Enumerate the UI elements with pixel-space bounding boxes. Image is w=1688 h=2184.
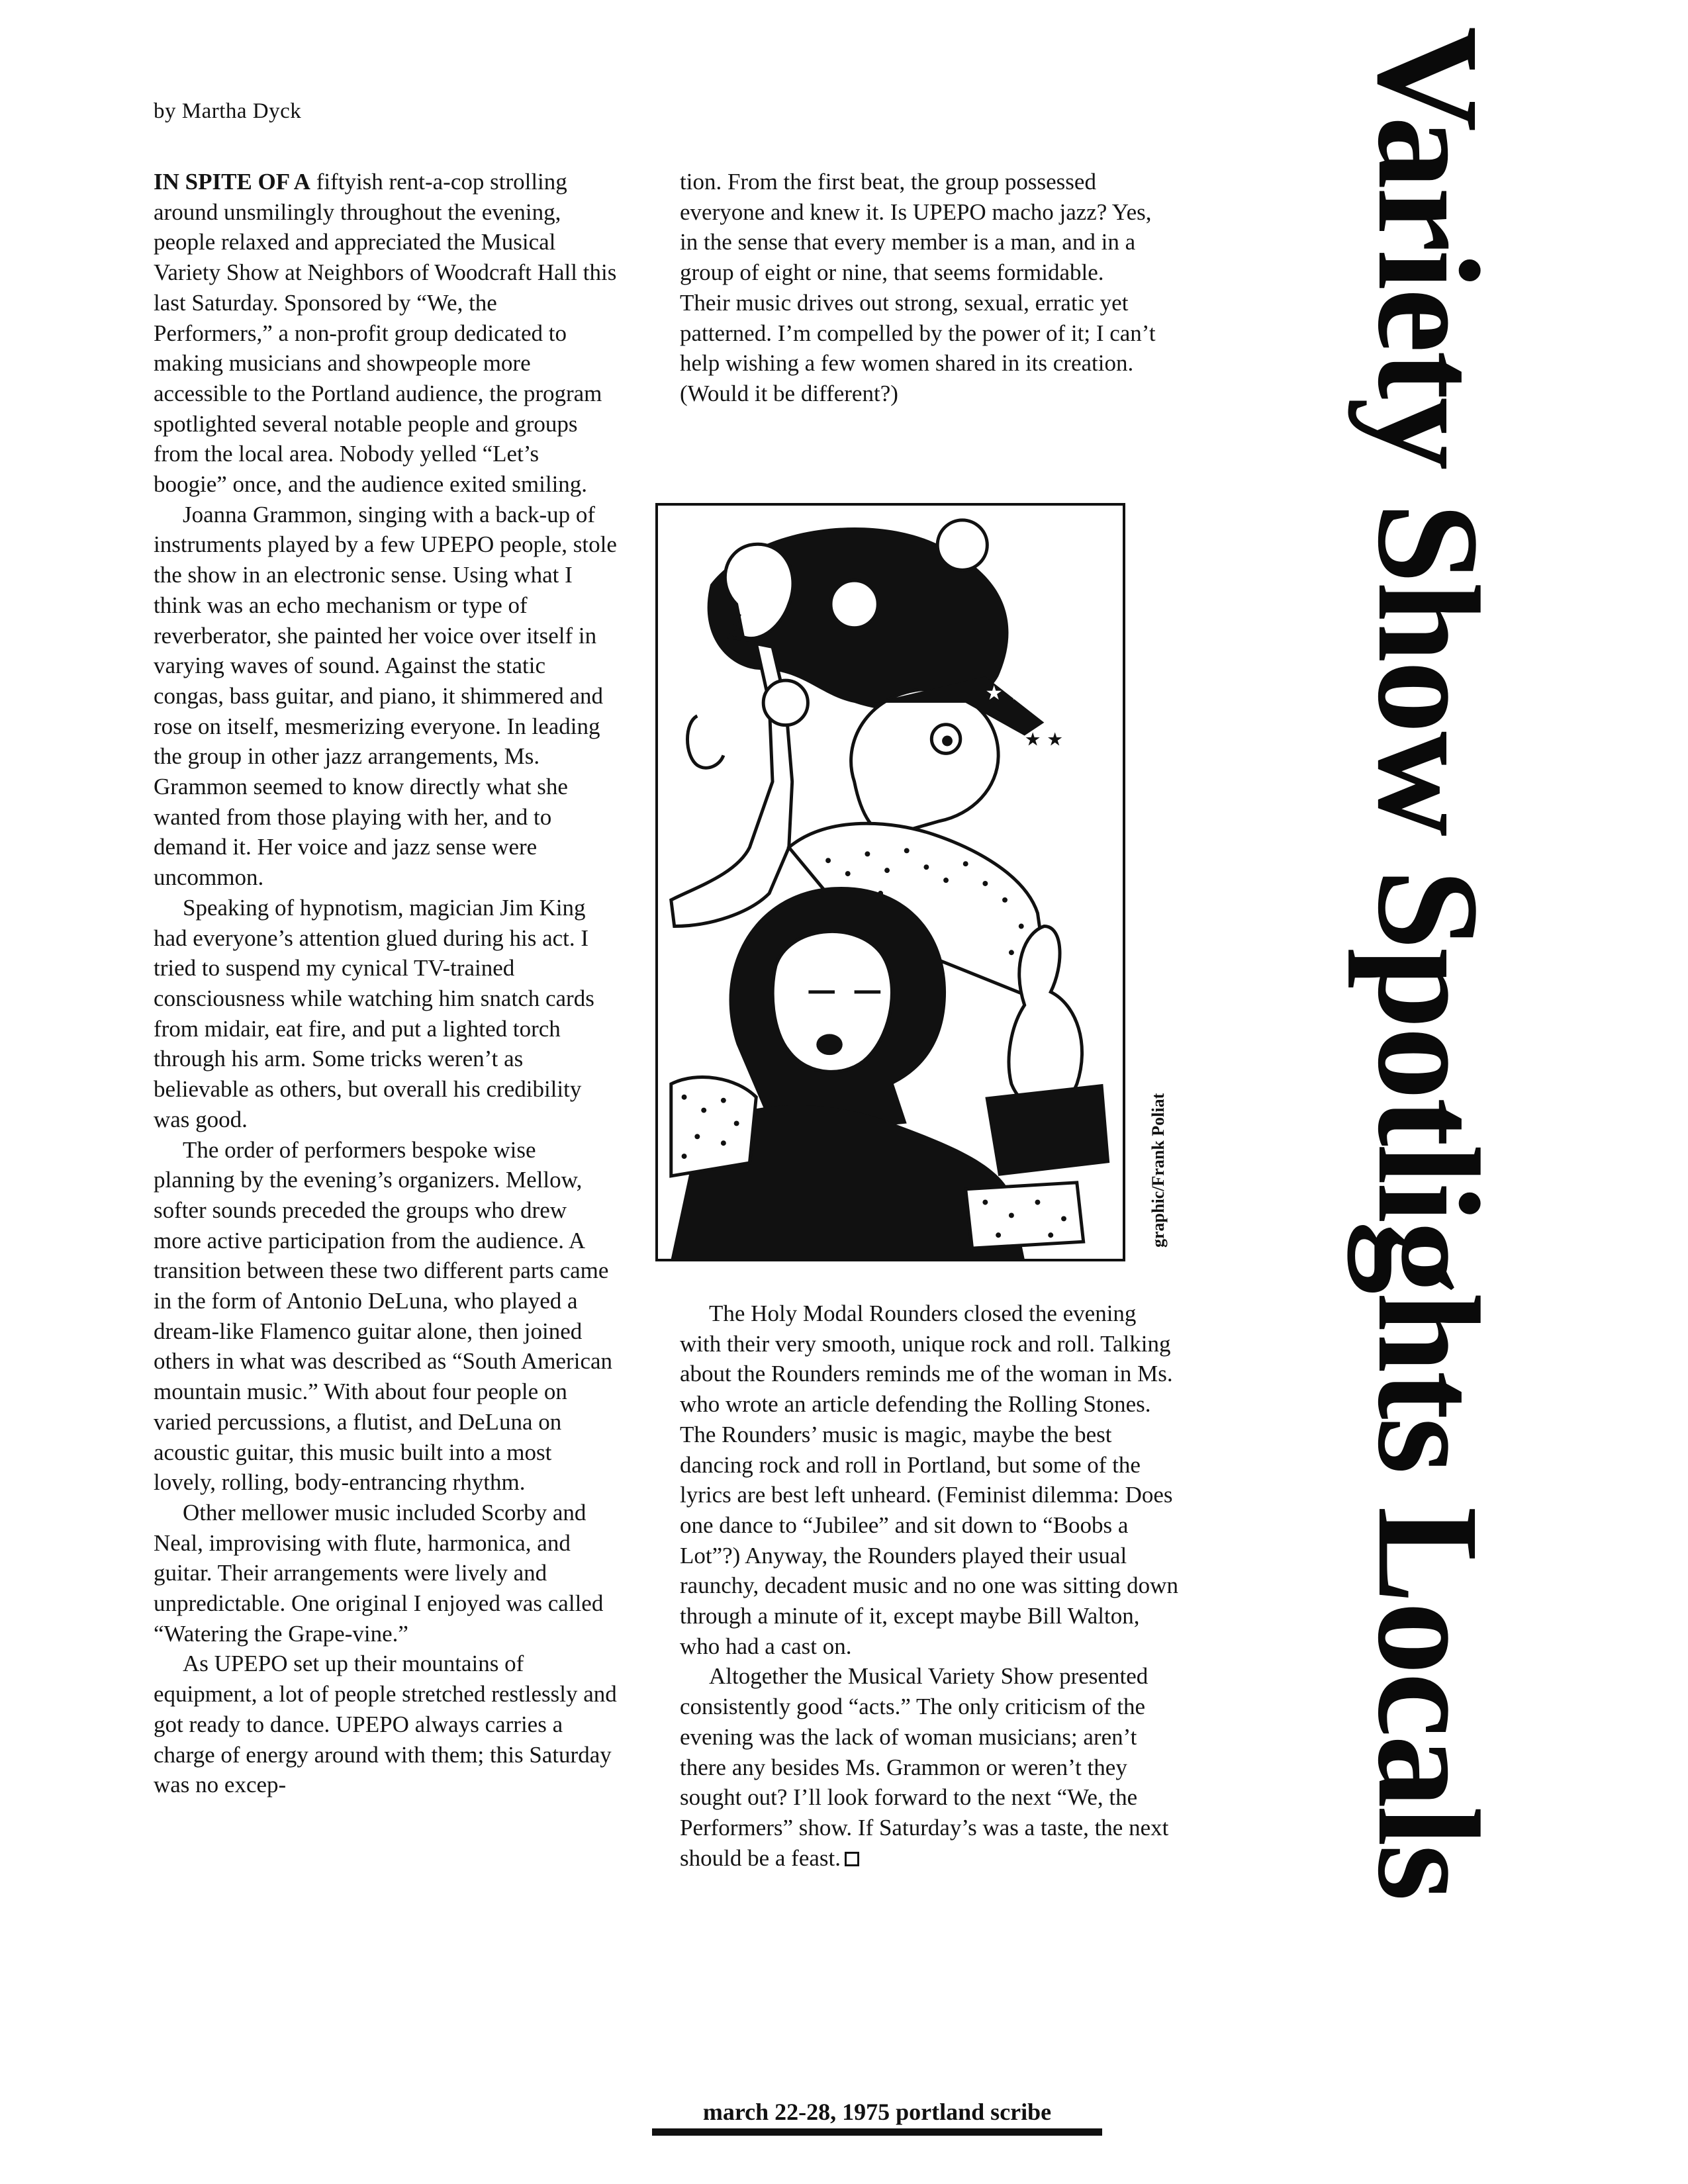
paragraph-9 [680, 1661, 1183, 1873]
paragraph-9-text: Altogether the Musical Variety Show presented consistently good “acts.” The only criticism of the evening was the lack of woman musicians; aren’t there any besides Ms. Grammon or weren’t they sought out? I’ll look forward to the next “We, the Performers” show. If Saturday’s was a taste, the next should be a feast. [680, 1663, 1169, 1871]
article-column-left [154, 167, 617, 1800]
paragraph-7: tion. From the first beat, the group possessed everyone and knew it. Is UPEPO macho jazz? Yes, in the sense that every member is a man, and in a group of eight or nine, that seems formidable. Their music drives out strong, sexual, erratic yet patterned. I’m compelled by the power of it; I can’t help wishing a few women shared in its creation. (Would it be different?) [680, 169, 1156, 406]
performers-illustration-icon [658, 506, 1123, 1259]
byline: by Martha Dyck [154, 99, 302, 123]
illustration [655, 503, 1125, 1261]
paragraph-1 [154, 167, 617, 500]
paragraph-2: Joanna Grammon, singing with a back-up of instruments played by a few UPEPO people, stole the show in an electronic sense. Using what I think was an echo mechanism or type of reverberator, she painted her voice over itself in varying waves of sound. Against the static congas, bass guitar, and piano, it shimmered and rose on itself, mesmerizing everyone. In leading the group in other jazz arrangements, Ms. Grammon seemed to know directly what she wanted from those playing with her, and to demand it. Her voice and jazz sense were uncommon. [154, 501, 617, 891]
footer-dateline: march 22-28, 1975 portland scribe [702, 2099, 1052, 2125]
lead-in: IN SPITE OF A [154, 169, 310, 195]
footer [652, 2098, 1102, 2136]
article-column-right-bottom [680, 1298, 1183, 1873]
paragraph-6: As UPEPO set up their mountains of equipment, a lot of people stretched restlessly and got ready to dance. UPEPO always carries a charge of energy around with them; this Saturday was no excep- [154, 1651, 617, 1798]
svg-text:★ ★: ★ ★ [985, 681, 1027, 705]
paragraph-5: Other mellower music included Scorby and Neal, improvising with flute, harmonica, and guitar. Their arrangements were lively and unpredictable. One original I enjoyed was called “Watering the Grape-vine.” [154, 1499, 604, 1647]
paragraph-4: The order of performers bespoke wise planning by the evening’s organizers. Mellow, softer sounds preceded the groups who drew more active participation from the audience. A transition between these two different parts came in the form of Antonio DeLuna, who played a dream-like Flamenco guitar alone, then joined others in what was described as “South American mountain music.” With about four people on varied percussions, a flutist, and DeLuna on acoustic guitar, this music built into a most lovely, rolling, body-entrancing rhythm. [154, 1136, 613, 1496]
article-column-right-top [680, 167, 1156, 409]
paragraph-8: The Holy Modal Rounders closed the evening with their very smooth, unique rock and roll. Talking about the Rounders reminds me of the woman in Ms. who wrote an article defending the Rolling Stones. The Rounders’ music is magic, maybe the best dancing rock and roll in Portland, but some of the lyrics are best left unheard. (Feminist dilemma: Does one dance to “Jubilee” and sit down to “Boobs a Lot”?) Anyway, the Rounders played their usual raunchy, decadent music and no one was sitting down through a minute of it, except maybe Bill Walton, who had a cast on. [680, 1300, 1178, 1659]
svg-text:★ ★: ★ ★ [1024, 728, 1064, 751]
paragraph-1-text: fiftyish rent-a-cop strolling around unsmilingly throughout the evening, people relaxed and appreciated the Musical Variety Show at Neighbors of Woodcraft Hall this last Saturday. Sponsored by “We, the Performers,” a non-profit group dedicated to making musicians and showpeople more accessible to the Portland audience, the program spotlighted several notable people and groups from the local area. Nobody yelled “Let’s boogie” once, and the audience exited smiling. [154, 169, 617, 498]
footer-rule [652, 2128, 1102, 2136]
end-mark-icon [845, 1852, 859, 1866]
graphic-credit: graphic/Frank Poliat [1149, 1093, 1168, 1248]
headline: Variety Show Spotlights Locals [1348, 26, 1509, 1899]
paragraph-3: Speaking of hypnotism, magician Jim King had everyone’s attention glued during his act. I tried to suspend my cynical TV-trained consciousness while watching him snatch cards from midair, eat fire, and put a lighted torch through his arm. Some tricks weren’t as believable as others, but overall his credibility was good. [154, 894, 594, 1132]
